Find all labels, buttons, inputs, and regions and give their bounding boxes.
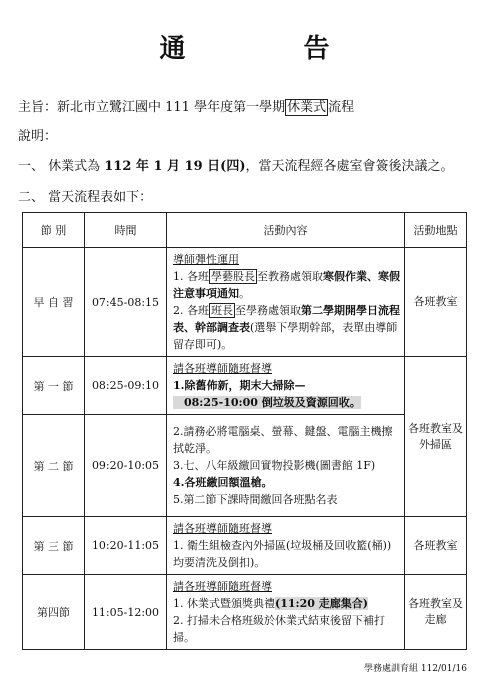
place-cell: 各班教室及走廊 [405,575,467,650]
row-heading: 請各班導師隨班督導 [173,362,272,375]
item-highlight-text: 08:25-10:00 倒垃圾及資源回收。 [173,396,361,409]
item-text: 1. 各班 [173,270,209,283]
period-cell: 第 一 節 [23,357,85,415]
item-highlight-text: (11:20 走廊集合) [275,597,368,610]
period-cell: 早 自 習 [23,248,85,357]
item-text: 至學務處領取 [235,304,301,317]
item-bold-text: 寒假作業、寒假注意事項通知 [173,270,400,300]
header-period: 節 別 [23,213,85,248]
content-cell [167,575,405,650]
row-heading: 請各班導師隨班督導 [173,522,272,535]
table-header-row [23,213,467,248]
activity-item: 1. 衛生組檢查內外掃區(垃圾桶及回收籃(桶))均要清洗及倒扣)。 [173,539,392,569]
table-row [23,248,467,357]
point-one [18,155,454,174]
item-text: 1.除舊佈新，期末大掃除— [173,379,306,392]
item-text: (選舉下學期幹部，表單由導師留存即可)。 [173,321,398,351]
activity-item [173,377,400,411]
item-text: 至教務處領取 [257,270,323,283]
schedule-table [22,212,467,650]
time-cell: 08:25-09:10 [85,357,167,415]
activity-item: 2. 打掃未合格班級於休業式結束後留下補打掃。 [173,614,385,644]
content-cell [167,248,405,357]
activity-item [173,268,400,302]
page-title: 通 告 [159,34,376,64]
activity-item: 2.請務必將電腦桌、螢幕、鍵盤、電腦主機擦拭乾淨。 [173,425,393,455]
activity-item: 4.各班繳回額溫槍。 [173,476,273,489]
time-cell: 07:45-08:15 [85,248,167,357]
time-cell: 11:05-12:00 [85,575,167,650]
period-cell: 第 三 節 [23,517,85,575]
item-bold-text: 第二學期開學日流程表、幹部調查表 [173,304,400,334]
period-cell: 第四節 [23,575,85,650]
activity-item [173,302,400,353]
place-cell: 各班教室 [405,248,467,357]
item-text: 。 [239,287,250,300]
point-one-suffix: ，當天流程經各處室會簽後決議之。 [245,159,454,174]
table-row [23,575,467,650]
period-cell: 第 二 節 [23,415,85,517]
item-boxed-term: 學藝股長 [211,270,255,283]
header-time: 時間 [85,213,167,248]
subject-boxed-term: 休業式 [287,100,327,115]
table-row [23,357,467,415]
point-one-prefix: 一、 休業式為 [18,159,105,174]
activity-item: 3.七、八年級繳回實物投影機(圖書館 1F) [173,459,376,472]
item-text: 1. 休業式暨頒獎典禮 [173,597,275,610]
time-cell: 10:20-11:05 [85,517,167,575]
table-row [23,517,467,575]
subject-suffix: 流程 [328,100,355,115]
point-two: 二、 當天流程表如下： [18,190,153,205]
activity-item [173,595,400,612]
place-cell: 各班教室 [405,517,467,575]
header-content: 活動內容 [167,213,405,248]
footer-note: 學務處訓育組 112/01/16 [363,664,467,674]
subject-line [18,96,354,115]
subject-prefix: 主旨：新北市立鷺江國中 111 學年度第一學期 [18,100,286,115]
content-cell [167,357,405,415]
time-cell: 09:20-10:05 [85,415,167,517]
row-heading: 請各班導師隨班督導 [173,580,272,593]
item-text: 2. 各班 [173,304,209,317]
table-row [23,415,467,517]
content-cell [167,415,405,517]
point-one-date: 112 年 1 月 19 日(四) [104,159,246,174]
row-heading: 導師彈性運用 [173,253,239,266]
content-cell [167,517,405,575]
header-place: 活動地點 [405,213,467,248]
activity-item: 5.第二節下課時間繳回各班點名表 [173,493,338,506]
place-cell-shared: 各班教室及外掃區 [405,357,467,517]
explain-label: 說明： [18,129,58,144]
item-boxed-term: 班長 [211,304,233,317]
